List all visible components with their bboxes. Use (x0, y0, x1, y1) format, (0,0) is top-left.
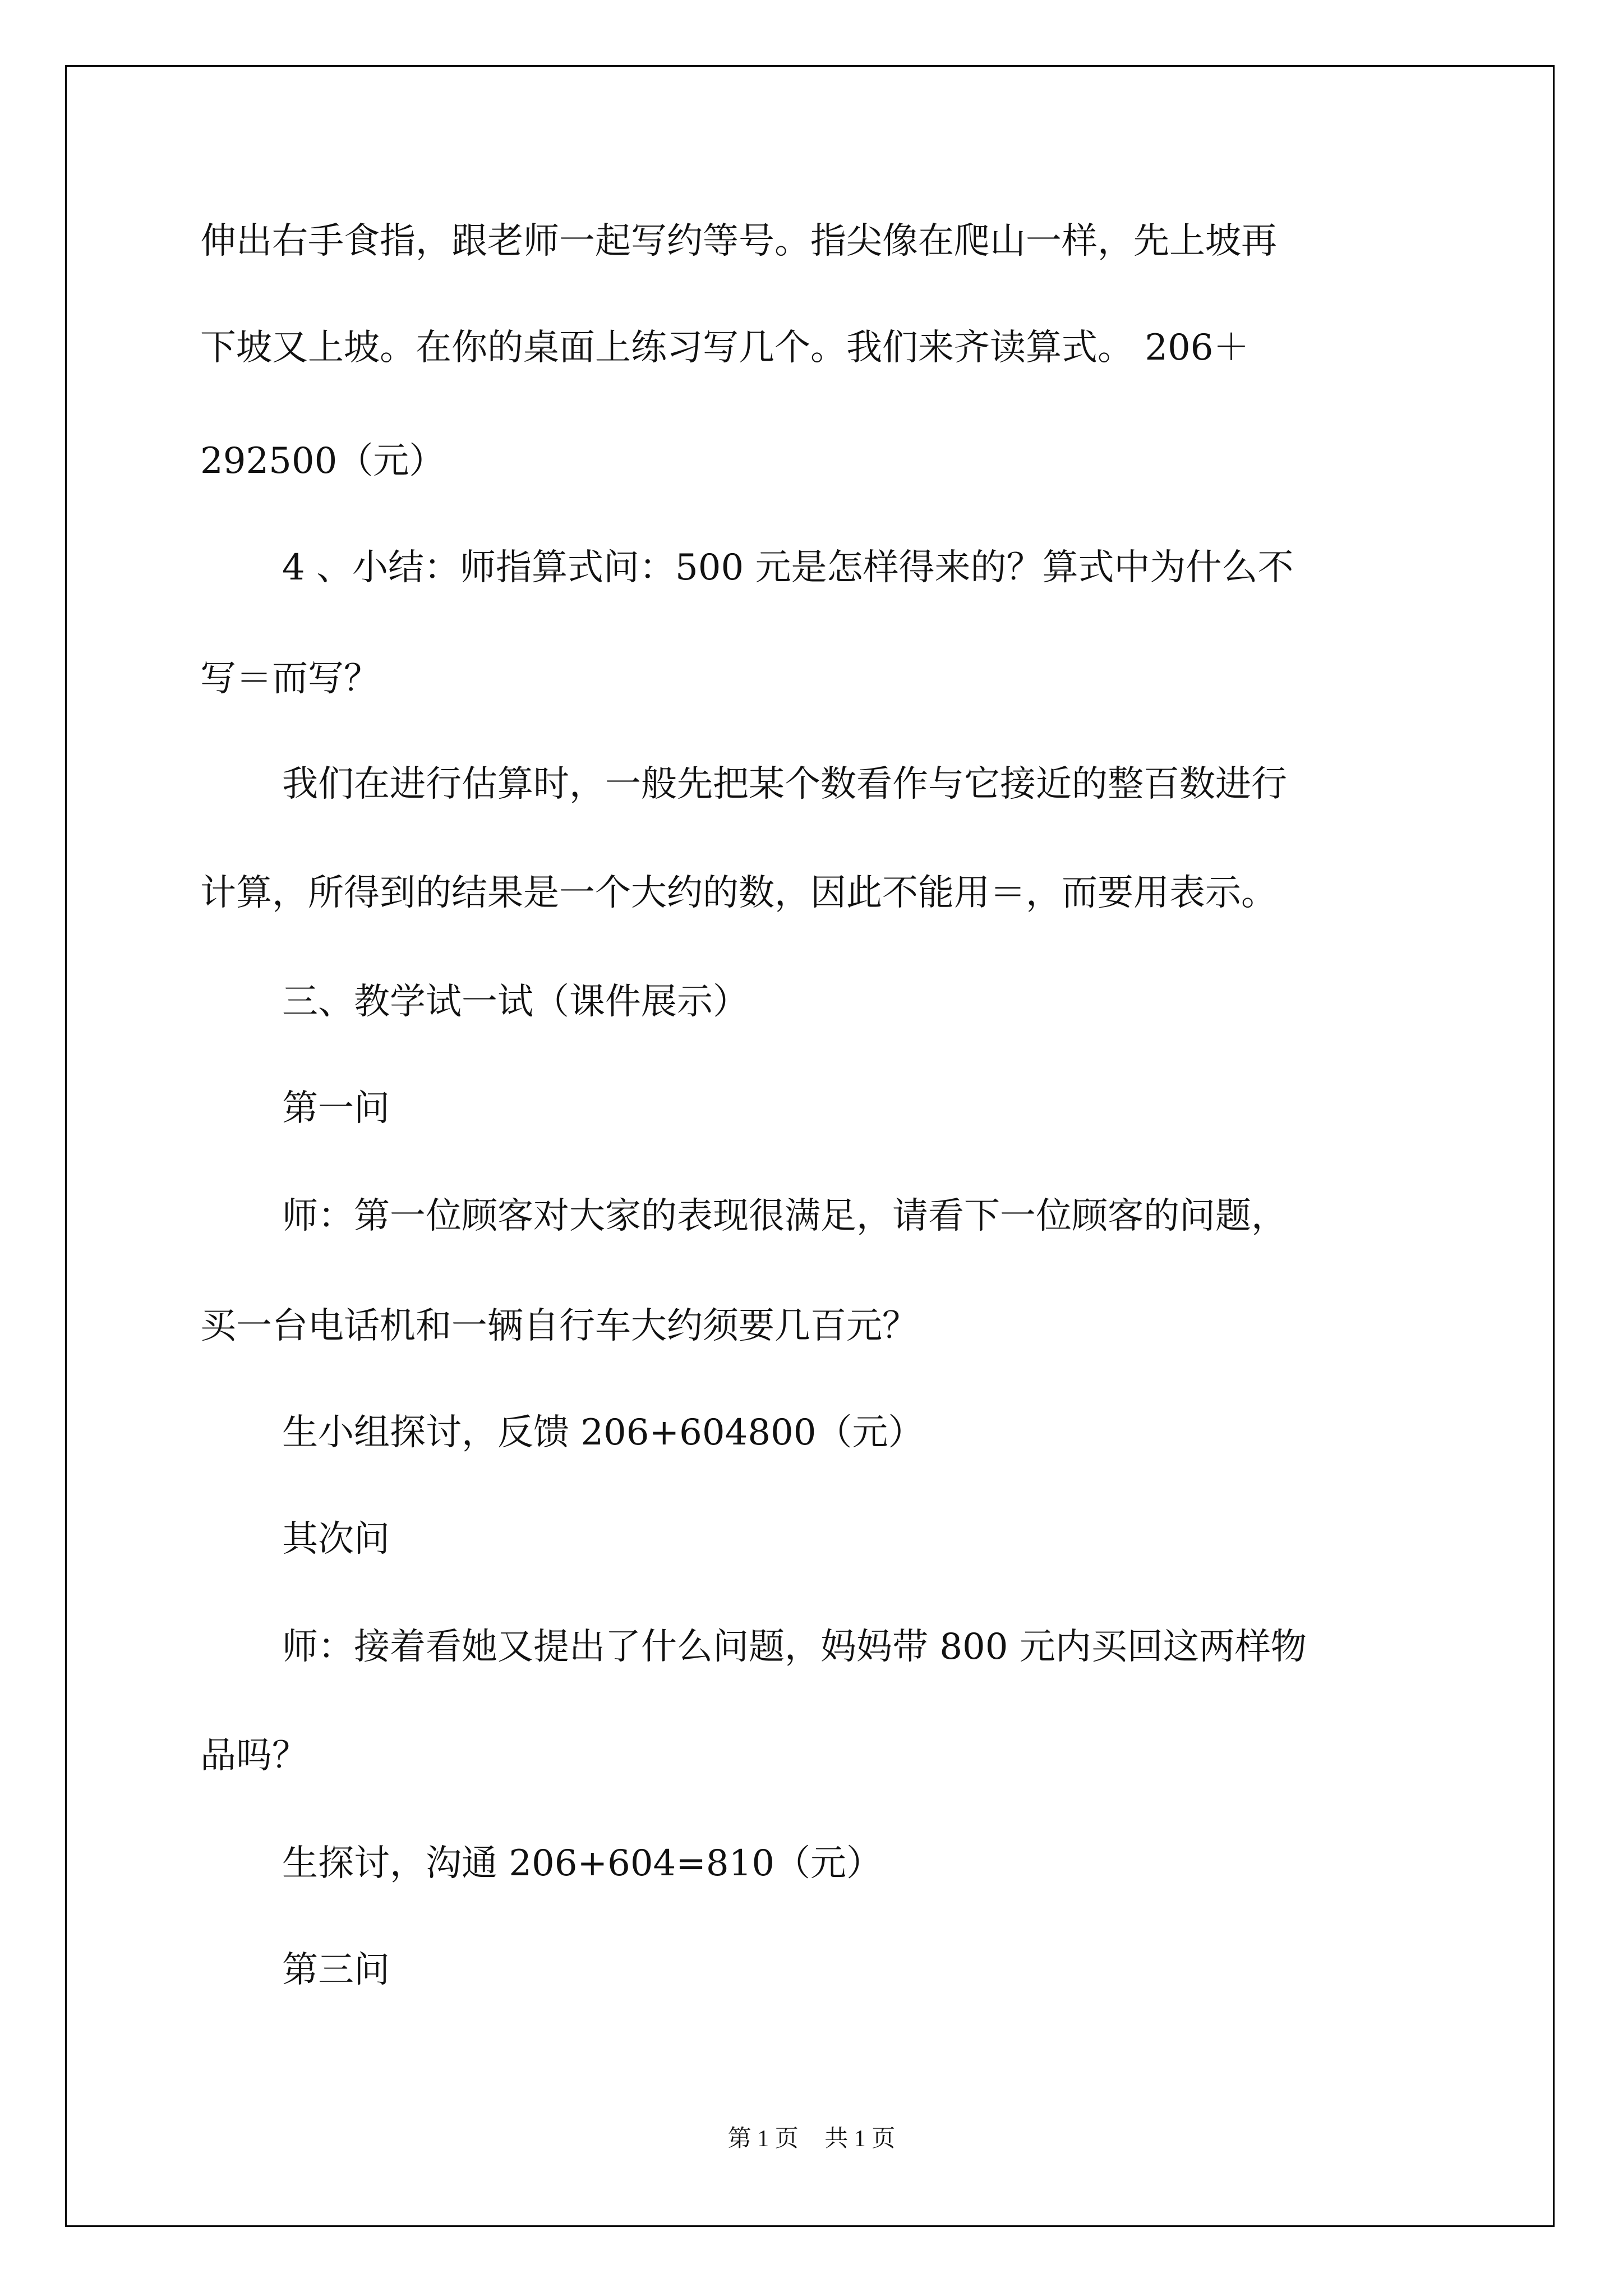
page-number: 第 1 页 (727, 2126, 799, 2152)
sub-heading: 第一问 (282, 1088, 390, 1129)
page-total: 共 1 页 (824, 2126, 896, 2152)
body-line: 伸出右手食指，跟老师一起写约等号。指尖像在爬山一样，先上坡再 (200, 220, 1277, 262)
page-footer (0, 2126, 1623, 2152)
body-line: 品吗？ (200, 1735, 308, 1777)
section-heading: 三、教学试一试（课件展示） (282, 981, 749, 1023)
body-line: 生探讨，沟通 206+604=810（元） (282, 1843, 883, 1884)
body-line: 下坡又上坡。在你的桌面上练习写几个。我们来齐读算式。 206＋ (200, 327, 1249, 369)
body-line: 计算，所得到的结果是一个大约的数，因此不能用＝，而要用表示。 (200, 872, 1277, 914)
sub-heading: 其次问 (282, 1519, 390, 1560)
page-border (65, 65, 1555, 2227)
body-line: 4 、小结：师指算式问：500 元是怎样得来的？算式中为什么不 (282, 547, 1294, 588)
body-line: 生小组探讨，反馈 206+604800（元） (282, 1412, 924, 1453)
sub-heading: 第三问 (282, 1949, 390, 1991)
body-line: 买一台电话机和一辆自行车大约须要几百元？ (200, 1305, 918, 1347)
body-line: 师：第一位顾客对大家的表现很满足，请看下一位顾客的问题， (282, 1195, 1287, 1237)
body-line: 师：接着看她又提出了什么问题，妈妈带 800 元内买回这两样物 (282, 1626, 1307, 1668)
body-line: 写＝而写？ (200, 658, 380, 700)
body-line: 292500（元） (200, 440, 445, 482)
body-line: 我们在进行估算时，一般先把某个数看作与它接近的整百数进行 (282, 763, 1287, 805)
